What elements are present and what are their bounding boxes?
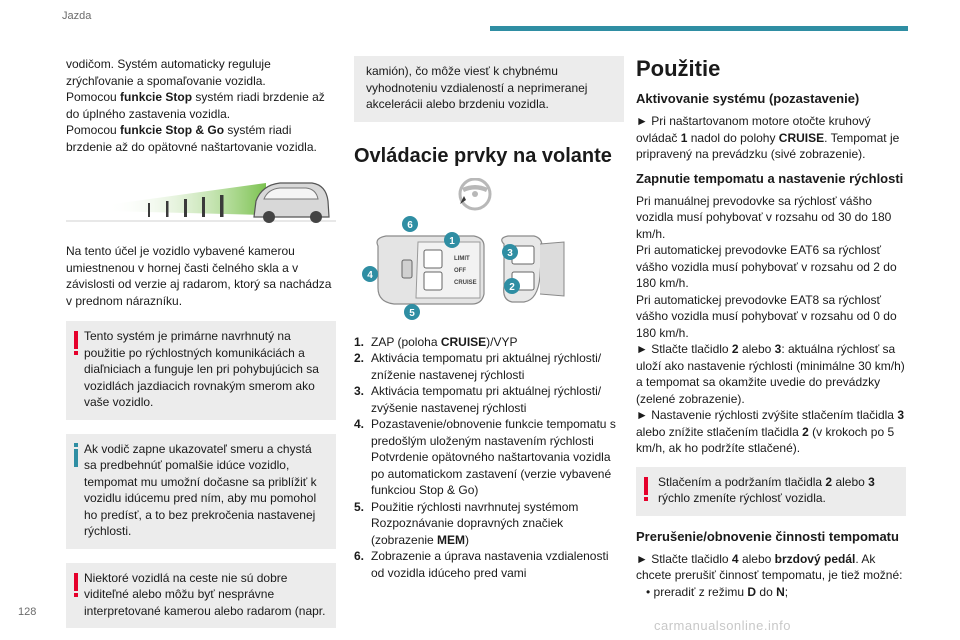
paragraph-manual-gearbox: Pri manuálnej prevodovke sa rýchlosť vášho vozidla musí pohybovať v rozsahu od 30 do 180 km/h. [636,193,892,241]
warning-box-system-use [66,321,336,420]
paragraph-eat6: Pri automatickej prevodovke EAT6 sa rýchlosť vášho vozidla musí pohybovať v rozsahu od 2 do 180 km/h. [636,243,897,290]
header-section-title: Jazda [62,10,92,22]
lever-label-off: OFF [454,267,466,274]
p1-b1: 1 [680,130,688,145]
callout-4-label: 4 [367,269,373,281]
callout-1-label: 1 [449,235,455,247]
warning-hold-text [658,474,897,507]
intro-line-2-bold: funkcie Stop [120,90,193,104]
intro-line-3-suffix: systém riadi brzdenie až do opätovné naštartovanie vozidla. [66,123,317,154]
legend-item [354,548,624,581]
bullet-mid: do [756,584,777,599]
legend-item-text: Pozastavenie/obnovenie funkcie tempomatu s predošlým uloženým nastavením rýchlosti Potvrdenie opätovného naštartovania vozidla po automatickom zastavení (verzie vybavené funkciou Stop & Go) [371,417,616,497]
legend-item-text: Zobrazenie a úprava nastavenia vzdialenosti od vozidla idúceho pred vami [371,549,609,580]
p5-post: : aktuálna rýchlosť sa uloží ako nastavenie rýchlosti (minimálne 30 km/h) a tempomat sa okamžite uvedie do prevádzky (zelené zobrazenie). [636,342,905,406]
p7-b1: 4 [731,551,739,566]
legend-item-text: Aktivácia tempomatu pri aktuálnej rýchlosti/ zvýšenie nastavenej rýchlosti [371,384,602,415]
w-b1: 2 [825,474,833,489]
paragraph-adjust-speed [636,407,906,457]
paragraph-interrupt [636,551,906,584]
warning-text-system-use: Tento systém je primárne navrhnutý na použitie po rýchlostných komunikáciách a diaľniciach a funguje len pri pohybujúcich sa vozidlách jazdiacich rovnakým smerom ako vaše vozidlo. [84,329,319,409]
legend-item [354,334,624,351]
w-post: rýchlo zmeníte rýchlosť vozidla. [658,491,826,505]
p5-b1: 2 [731,342,739,356]
p7-pre: ► Stlačte tlačidlo [636,551,732,566]
callout-6-label: 6 [407,219,413,231]
camera-paragraph: Na tento účel je vozidlo vybavené kamerou umiestnenou v hornej časti čelného skla a v závislosti od verzie aj radarom, ktorý sa nachádza v prednom nárazníku. [66,244,332,308]
lever-label-cruise: CRUISE [454,279,477,286]
legend-item-number: 3. [354,384,365,398]
intro-line-2-suffix: systém riadi brzdenie až do úplného zastavenia vozidla. [66,90,325,121]
warning-exclamation-icon [74,573,78,591]
warning-continued-text: kamión), čo môže viesť k chybnému vyhodnoteniu vzdialeností a neprimeranej akcelerácii alebo brzdeniu vozidla. [366,64,588,111]
lever-label-limit: LIMIT [454,255,470,262]
w-b2: 3 [868,474,875,489]
info-box-overtaking [66,434,336,549]
warning-exclamation-icon [644,477,648,495]
bullet-pre: • preradiť z režimu [646,584,748,599]
legend-item [354,416,624,499]
paragraph-eat8: Pri automatickej prevodovke EAT8 sa rýchlosť vášho vozidla musí pohybovať v rozsahu od 0 do 180 km/h. [636,292,897,340]
p1-pre: ► Pri naštartovanom motore otočte kruhový ovládač [636,114,871,145]
warning-exclamation-icon [74,331,78,349]
p5-mid: alebo [738,342,775,356]
cruise-control-lever-diagram [354,216,624,322]
intro-line-1: vodičom. Systém automaticky reguluje zrýchľovanie a spomaľovanie vozidla. [66,57,271,88]
column-middle [354,56,624,581]
legend-item-bold: CRUISE [440,334,487,349]
bullet-b2: N [776,584,785,599]
legend-item-text: Aktivácia tempomatu pri aktuálnej rýchlosti/ zníženie nastavenej rýchlosti [371,351,602,382]
warning-exclamation-dot [644,497,648,501]
p5-pre: ► Stlačte tlačidlo [636,342,732,356]
p6-b2: 2 [802,424,809,439]
page-number: 128 [18,606,37,618]
controls-legend-list [354,334,624,582]
legend-item-number: 5. [354,499,365,514]
p1-post: . Tempomat je pripravený na prevádzku (sivé zobrazenie). [636,130,900,161]
warning-text-visibility: Niektoré vozidlá na ceste nie sú dobre viditeľné alebo môžu byť nesprávne interpretované kamerou alebo radarom (napr. [84,570,326,618]
radar-car-illustration [66,171,336,227]
subheading-set-speed: Zapnutie tempomatu a nastavenie rýchlosti [636,170,904,186]
legend-item-text: ZAP (poloha [371,334,441,349]
subheading-activation: Aktivovanie systému (pozastavenie) [636,91,860,106]
p5-b2: 3 [774,342,782,356]
legend-item-bold: MEM [437,532,466,547]
warning-box-visibility [66,563,336,629]
info-text-overtaking: Ak vodič zapne ukazovateľ smeru a chystá sa predbehnúť pomalšie idúce vozidlo, tempomat mu umožní dočasne sa priblížiť k vozidlu idúcemu pred ním, aby mu pomohol ho predísť, a to bez prekročenia nastavenej rýchlosti. [84,441,317,538]
legend-item-text-end: ) [465,532,470,547]
intro-line-3-bold: funkcie Stop & Go [120,123,225,137]
steering-wheel-icon [354,178,624,212]
callout-5-label: 5 [409,307,415,319]
legend-item-text-end: )/VYP [486,334,518,349]
callout-2-label: 2 [509,281,515,293]
legend-item [354,499,624,549]
bullet-neutral [636,584,906,601]
intro-paragraph [66,56,336,155]
legend-item-number: 4. [354,417,365,431]
warning-exclamation-dot [74,593,78,597]
intro-line-3-prefix: Pomocou [66,123,121,137]
p6-pre: ► Nastavenie rýchlosti zvýšite stlačením tlačidla [636,408,898,422]
legend-item-number: 1. [354,334,365,349]
warning-box-hold-button [636,467,906,516]
legend-item-number: 6. [354,549,365,563]
section-title-usage: Použitie [636,56,721,81]
legend-item-number: 2. [354,351,365,365]
column-right [636,56,906,600]
section-heading-steering-controls: Ovládacie prvky na volante [354,144,612,167]
w-pre: Stlačením a podržaním tlačidla [658,474,826,489]
watermark: carmanualsonline.info [654,618,791,633]
p6-b1: 3 [897,408,904,422]
paragraph-press-button [636,341,906,407]
info-i-icon-dot [74,443,78,447]
p6-mid: alebo znížite stlačením tlačidla [636,424,803,439]
warning-box-continued [354,56,624,122]
p1-mid: nadol do polohy [687,130,779,145]
legend-item [354,350,624,383]
p7-post: . Ak chcete prerušiť činnosť tempomatu, je tiež možné: [636,551,903,582]
p6-post: (v krokoch po 5 km/h, ak ho podržíte stlačené). [636,424,895,455]
subheading-interrupt: Prerušenie/obnovenie činnosti tempomatu [636,528,899,544]
legend-item-text: Použitie rýchlosti navrhnutej systémom Rozpoznávanie dopravných značiek (zobrazenie [371,499,579,547]
bullet-b1: D [747,584,757,599]
paragraph-activation [636,113,906,163]
w-mid: alebo [832,474,869,489]
callout-3-label: 3 [507,247,513,259]
bullet-post: ; [784,584,789,599]
intro-line-2-prefix: Pomocou [66,90,121,104]
info-i-icon [74,449,78,467]
legend-item [354,383,624,416]
p7-b2: brzdový pedál [774,551,856,566]
p7-mid: alebo [738,551,775,566]
p1-b2: CRUISE [778,130,825,145]
warning-exclamation-dot [74,351,78,355]
header-accent-bar [490,26,908,31]
column-left [66,56,336,628]
